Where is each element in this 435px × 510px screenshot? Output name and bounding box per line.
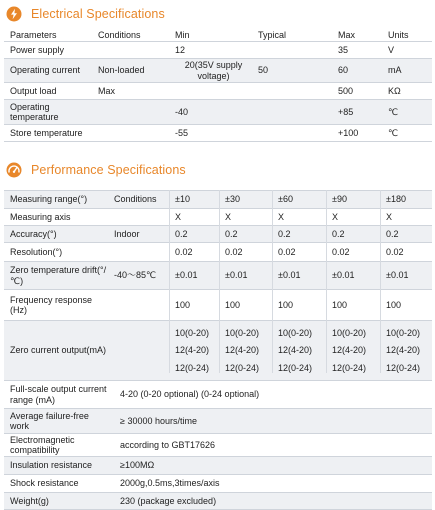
max-cell: 35: [338, 44, 349, 55]
min-cell: [169, 83, 252, 99]
performance-span-row: [4, 433, 432, 456]
param-cell: Store temperature: [10, 127, 83, 138]
value-cell: ±0.01: [175, 270, 198, 281]
lightning-icon: [6, 6, 22, 22]
condition-cell: Indoor: [114, 228, 140, 239]
zero-output-value: 12(4-20): [278, 345, 313, 356]
param-cell: Output load: [10, 85, 57, 96]
value-cell: X: [278, 211, 285, 222]
value-cell: ±0.01: [278, 270, 301, 281]
unit-cell: ℃: [388, 106, 399, 117]
param-cell: Measuring axis: [10, 211, 71, 222]
value-cell: ±0.01: [332, 270, 355, 281]
range-cell: ±10: [175, 194, 190, 205]
max-cell: +100: [338, 127, 359, 138]
min-cell: -55: [175, 127, 189, 138]
param-cell: Frequency response (Hz): [10, 294, 93, 315]
column-divider: [219, 190, 220, 373]
zero-output-value: 12(0-24): [386, 362, 421, 373]
zero-output-value: 12(4-20): [332, 345, 367, 356]
performance-row: [4, 225, 432, 242]
condition-cell: Conditions: [114, 194, 157, 205]
column-divider: [169, 190, 170, 373]
value-cell: 0.02: [332, 246, 350, 257]
electrical-row: [4, 99, 432, 124]
span-value-cell: 4-20 (0-20 optional) (0-24 optional): [120, 389, 260, 400]
param-cell: Operating current: [10, 65, 81, 76]
condition-cell: [92, 42, 169, 58]
electrical-title: Electrical Specifications: [31, 7, 165, 21]
zero-output-value: 12(0-24): [332, 362, 367, 373]
value-cell: 0.02: [175, 246, 193, 257]
value-cell: 0.2: [278, 228, 291, 239]
performance-row: [4, 242, 432, 261]
zero-output-cell: [219, 321, 272, 380]
range-cell: ±180: [386, 194, 406, 205]
max-cell: 500: [338, 85, 354, 96]
span-value-cell: according to GBT17626: [120, 439, 216, 450]
electrical-row: [4, 124, 432, 141]
condition-cell: -40～85℃: [114, 270, 157, 281]
zero-output-row: [4, 320, 432, 380]
electrical-header-cell: Max: [338, 29, 356, 40]
typical-cell: [252, 42, 332, 58]
value-cell: 0.02: [386, 246, 404, 257]
range-cell: ±60: [278, 194, 293, 205]
electrical-header-cell: Typical: [258, 29, 287, 40]
zero-output-cell: [380, 321, 432, 380]
value-cell: ±0.01: [386, 270, 409, 281]
zero-output-cell: [169, 321, 219, 380]
value-cell: 100: [175, 299, 191, 310]
value-cell: 100: [386, 299, 402, 310]
condition-cell: [108, 209, 169, 225]
unit-cell: mA: [388, 65, 402, 76]
value-cell: 0.02: [225, 246, 243, 257]
zero-output-value: 10(0-20): [175, 327, 210, 338]
param-cell: Weight(g): [10, 495, 49, 506]
span-value-cell: 230 (package excluded): [120, 495, 217, 506]
value-cell: 0.2: [386, 228, 399, 239]
performance-span-row: [4, 492, 432, 509]
performance-row: [4, 289, 432, 320]
electrical-header: [6, 4, 165, 24]
zero-output-value: 10(0-20): [386, 327, 421, 338]
condition-cell: Non-loaded: [98, 65, 145, 76]
value-cell: 0.2: [225, 228, 238, 239]
zero-output-cell: [272, 321, 326, 380]
typical-cell: [252, 83, 332, 99]
zero-output-value: 12(0-24): [278, 362, 313, 373]
condition-cell: Max: [98, 85, 116, 96]
performance-header: [6, 160, 186, 180]
typical-cell: [252, 125, 332, 141]
electrical-header-cell: Parameters: [10, 29, 57, 40]
condition-cell: [108, 243, 169, 261]
zero-output-value: 12(0-24): [225, 362, 260, 373]
param-cell: Full-scale output current range (mA): [10, 384, 107, 405]
performance-span-row: [4, 456, 432, 474]
performance-row: [4, 208, 432, 225]
value-cell: X: [225, 211, 232, 222]
zero-output-value: 12(4-20): [175, 345, 210, 356]
typical-cell: 50: [258, 65, 269, 76]
zero-output-value: 10(0-20): [332, 327, 367, 338]
table-bottom-border: [4, 141, 432, 142]
electrical-row: [4, 58, 432, 82]
zero-output-value: 10(0-20): [225, 327, 260, 338]
value-cell: X: [386, 211, 393, 222]
value-cell: 0.02: [278, 246, 296, 257]
column-divider: [326, 190, 327, 373]
condition-cell: [108, 290, 169, 320]
column-divider: [380, 190, 381, 373]
electrical-table: [4, 29, 432, 142]
zero-output-value: 12(4-20): [225, 345, 260, 356]
param-cell: Accuracy(°): [10, 228, 57, 239]
zero-output-cell: [326, 321, 380, 380]
param-cell: Power supply: [10, 44, 65, 55]
min-cell: 12: [175, 44, 186, 55]
value-cell: 100: [225, 299, 241, 310]
param-cell: Measuring range(°): [10, 194, 88, 205]
unit-cell: ℃: [388, 127, 399, 138]
electrical-header-row: [4, 29, 432, 41]
zero-output-value: 10(0-20): [278, 327, 313, 338]
electrical-header-cell: Conditions: [98, 29, 141, 40]
performance-title: Performance Specifications: [31, 163, 186, 177]
span-value-cell: ≥ 30000 hours/time: [120, 415, 197, 426]
max-cell: +85: [338, 106, 354, 117]
param-cell: Electromagnetic compatibility: [10, 434, 75, 455]
unit-cell: V: [388, 44, 395, 55]
value-cell: X: [332, 211, 339, 222]
value-cell: 100: [332, 299, 348, 310]
min-cell: 20(35V supply voltage): [184, 60, 243, 81]
value-cell: ±0.01: [225, 270, 248, 281]
typical-cell: [252, 100, 332, 124]
param-cell: Operating temperature: [10, 101, 59, 122]
electrical-header-cell: Min: [175, 29, 190, 40]
electrical-row: [4, 82, 432, 99]
value-cell: 0.2: [175, 228, 188, 239]
param-cell: Zero temperature drift(°/℃): [10, 265, 107, 286]
value-cell: X: [175, 211, 182, 222]
param-cell: Average failure-free work: [10, 410, 89, 431]
min-cell: -40: [175, 106, 189, 117]
param-cell: Zero current output(mA): [10, 345, 107, 356]
span-value-cell: 2000g,0.5ms,3times/axis: [120, 478, 220, 489]
condition-cell: [92, 125, 169, 141]
performance-row: [4, 261, 432, 289]
electrical-row: [4, 41, 432, 58]
value-cell: 0.2: [332, 228, 345, 239]
column-divider: [272, 190, 273, 373]
performance-table: [4, 190, 432, 510]
range-cell: ±30: [225, 194, 240, 205]
condition-cell: [92, 100, 169, 124]
performance-header-row: [4, 190, 432, 208]
performance-span-row: [4, 380, 432, 408]
electrical-header-cell: Units: [388, 29, 409, 40]
range-cell: ±90: [332, 194, 347, 205]
param-cell: Resolution(°): [10, 246, 63, 257]
performance-span-row: [4, 474, 432, 492]
value-cell: 100: [278, 299, 294, 310]
unit-cell: KΩ: [388, 85, 401, 96]
span-value-cell: ≥100MΩ: [120, 460, 155, 471]
zero-output-value: 12(0-24): [175, 362, 210, 373]
zero-output-value: 12(4-20): [386, 345, 421, 356]
param-cell: Shock resistance: [10, 478, 79, 489]
performance-span-row: [4, 408, 432, 433]
param-cell: Insulation resistance: [10, 460, 93, 471]
gauge-icon: [6, 162, 22, 178]
max-cell: 60: [338, 65, 349, 76]
